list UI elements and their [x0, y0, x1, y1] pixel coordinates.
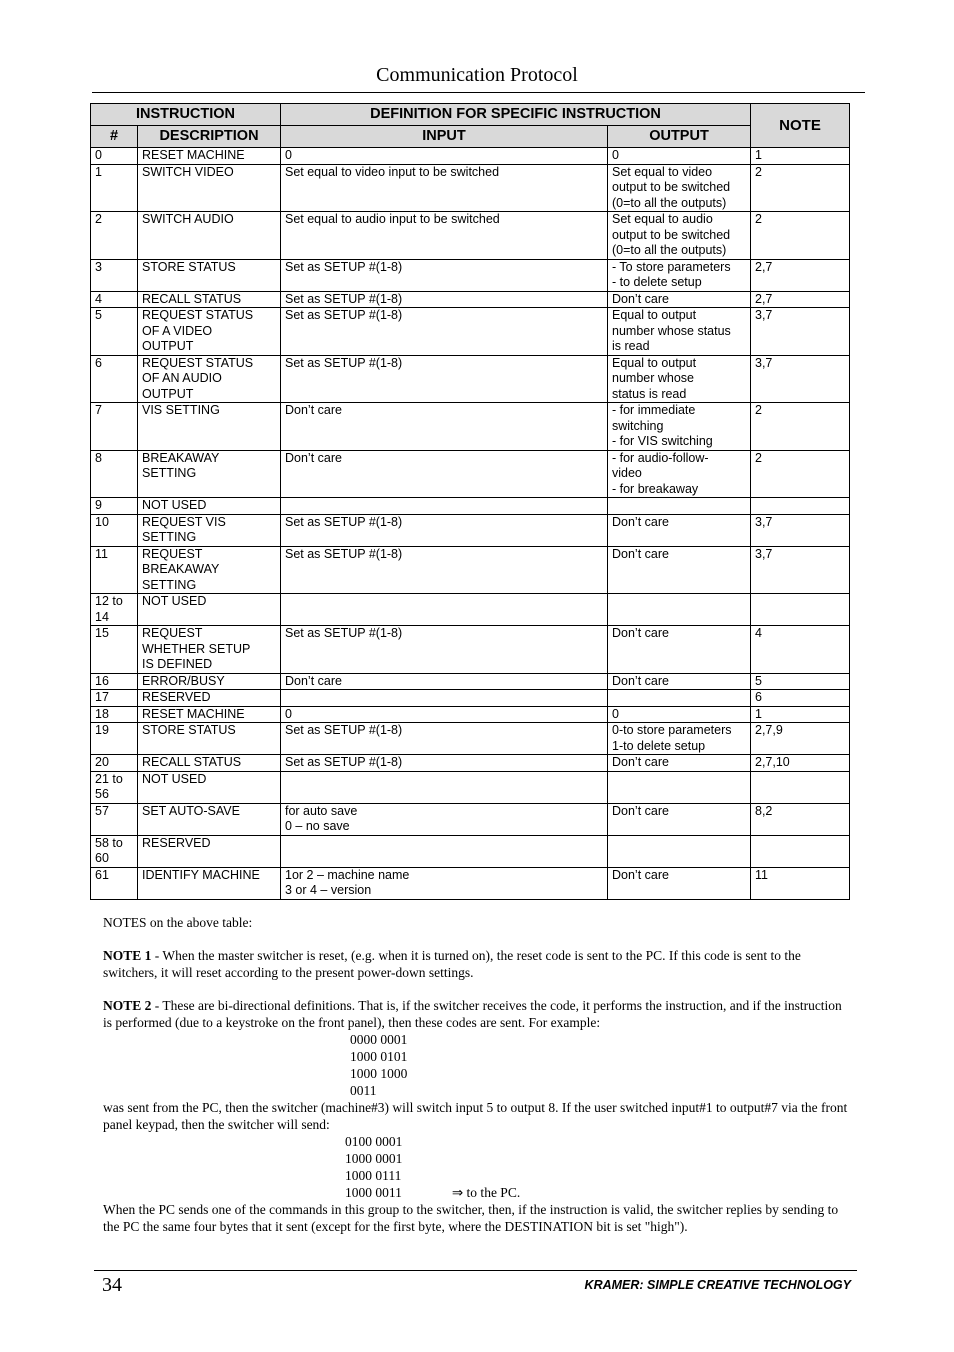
cell-output: Don’t care [608, 626, 751, 674]
cell-description: REQUEST BREAKAWAY SETTING [138, 546, 281, 594]
cell-output [608, 771, 751, 803]
note-1-label: NOTE 1 [103, 948, 152, 963]
cell-input [281, 498, 608, 515]
note-2-final-text: When the PC sends one of the commands in this group to the switcher, then, if the instruction is valid, the switcher replies by sending to the PC the same four bytes that it sent (except for the first byte, where the DESTINATION bit is set "high"). [103, 1202, 839, 1234]
cell-input [281, 690, 608, 707]
table-row [91, 867, 850, 899]
table-column-header-row [91, 126, 850, 148]
table-row [91, 308, 850, 356]
cell-note [751, 771, 850, 803]
cell-output: Don’t care [608, 803, 751, 835]
cell-num: 18 [91, 706, 138, 723]
cell-output: - To store parameters - to delete setup [608, 259, 751, 291]
cell-output: 0 [608, 148, 751, 165]
cell-description: IDENTIFY MACHINE [138, 867, 281, 899]
cell-output: Equal to output number whose status is read [608, 355, 751, 403]
cell-description: NOT USED [138, 594, 281, 626]
table-row [91, 291, 850, 308]
cell-description: REQUEST STATUS OF AN AUDIO OUTPUT [138, 355, 281, 403]
cell-note: 2 [751, 403, 850, 451]
table-row [91, 803, 850, 835]
code-line-with-arrow [345, 1184, 853, 1201]
cell-note: 11 [751, 867, 850, 899]
cell-description: BREAKAWAY SETTING [138, 450, 281, 498]
table-row [91, 771, 850, 803]
cell-note: 1 [751, 706, 850, 723]
note-2-text: - These are bi-directional definitions. That is, if the switcher receives the code, it performs the instruction, and if the instruction is performed (due to a keystroke on the front panel), then these codes are sent. For example: [103, 998, 842, 1030]
code-line: 1000 0001 [345, 1151, 403, 1166]
description-column-header: DESCRIPTION [138, 126, 281, 148]
cell-input: 1or 2 – machine name 3 or 4 – version [281, 867, 608, 899]
note-2-label: NOTE 2 [103, 998, 152, 1013]
cell-description: RESERVED [138, 835, 281, 867]
cell-description: RESET MACHINE [138, 148, 281, 165]
cell-input: Set equal to audio input to be switched [281, 212, 608, 260]
cell-output [608, 690, 751, 707]
cell-description: RESERVED [138, 690, 281, 707]
cell-input: Set as SETUP #(1-8) [281, 626, 608, 674]
cell-description: SWITCH VIDEO [138, 164, 281, 212]
table-row [91, 755, 850, 772]
instruction-group-header: INSTRUCTION [91, 104, 281, 126]
note-1-text: - When the master switcher is reset, (e.g. when it is turned on), the reset code is sent to the PC. If this code is sent to the switchers, it will reset according to the present power-down settings. [103, 948, 801, 980]
cell-input: 0 [281, 706, 608, 723]
page-header-title: Communication Protocol [376, 64, 578, 86]
table-body [91, 148, 850, 900]
cell-description: NOT USED [138, 498, 281, 515]
cell-num: 2 [91, 212, 138, 260]
cell-num: 7 [91, 403, 138, 451]
cell-num: 8 [91, 450, 138, 498]
instruction-table [90, 103, 850, 900]
cell-num: 16 [91, 673, 138, 690]
cell-num: 57 [91, 803, 138, 835]
definition-group-header: DEFINITION FOR SPECIFIC INSTRUCTION [281, 104, 751, 126]
cell-note: 2 [751, 450, 850, 498]
cell-note [751, 498, 850, 515]
cell-output: - for immediate switching - for VIS switching [608, 403, 751, 451]
cell-num: 4 [91, 291, 138, 308]
table-row [91, 148, 850, 165]
page-number: 34 [102, 1274, 122, 1296]
cell-description: REQUEST WHETHER SETUP IS DEFINED [138, 626, 281, 674]
cell-description: STORE STATUS [138, 259, 281, 291]
cell-num: 9 [91, 498, 138, 515]
cell-num: 58 to 60 [91, 835, 138, 867]
footer-brand: KRAMER: SIMPLE CREATIVE TECHNOLOGY [584, 1278, 851, 1292]
cell-description: REQUEST VIS SETTING [138, 514, 281, 546]
cell-num: 3 [91, 259, 138, 291]
code-line: 0000 0001 [350, 1032, 408, 1047]
cell-num: 12 to 14 [91, 594, 138, 626]
cell-num: 0 [91, 148, 138, 165]
table-row [91, 355, 850, 403]
table-row [91, 706, 850, 723]
cell-input: Don’t care [281, 403, 608, 451]
arrow-to-pc-text: ⇒ to the PC. [451, 1185, 521, 1200]
cell-input: Set equal to video input to be switched [281, 164, 608, 212]
footer-divider [94, 1270, 857, 1271]
cell-description: RECALL STATUS [138, 755, 281, 772]
cell-input: Set as SETUP #(1-8) [281, 291, 608, 308]
cell-input [281, 594, 608, 626]
table-row [91, 403, 850, 451]
cell-note: 5 [751, 673, 850, 690]
cell-output: - for audio-follow- video - for breakaway [608, 450, 751, 498]
cell-num: 21 to 56 [91, 771, 138, 803]
table-row [91, 594, 850, 626]
code-example-2 [103, 1133, 853, 1201]
cell-note: 1 [751, 148, 850, 165]
table-row [91, 626, 850, 674]
cell-note: 2,7 [751, 291, 850, 308]
cell-output: Don’t care [608, 673, 751, 690]
cell-num: 15 [91, 626, 138, 674]
table-row [91, 450, 850, 498]
cell-output: 0 [608, 706, 751, 723]
table-row [91, 212, 850, 260]
cell-input: Set as SETUP #(1-8) [281, 755, 608, 772]
cell-num: 6 [91, 355, 138, 403]
cell-input [281, 835, 608, 867]
cell-description: RESET MACHINE [138, 706, 281, 723]
cell-num: 5 [91, 308, 138, 356]
output-column-header: OUTPUT [608, 126, 751, 148]
table-row [91, 673, 850, 690]
cell-num: 61 [91, 867, 138, 899]
cell-note: 3,7 [751, 546, 850, 594]
cell-note: 2,7 [751, 259, 850, 291]
cell-input: Set as SETUP #(1-8) [281, 514, 608, 546]
cell-note [751, 594, 850, 626]
cell-description: SWITCH AUDIO [138, 212, 281, 260]
cell-input: Don’t care [281, 673, 608, 690]
table-group-header-row [91, 104, 850, 126]
cell-note: 3,7 [751, 355, 850, 403]
cell-output: Don’t care [608, 867, 751, 899]
cell-input [281, 771, 608, 803]
cell-input: Don’t care [281, 450, 608, 498]
input-column-header: INPUT [281, 126, 608, 148]
cell-note: 8,2 [751, 803, 850, 835]
cell-input: Set as SETUP #(1-8) [281, 308, 608, 356]
cell-note: 4 [751, 626, 850, 674]
notes-section [103, 914, 853, 1235]
cell-note: 2 [751, 212, 850, 260]
cell-note: 3,7 [751, 308, 850, 356]
cell-input: Set as SETUP #(1-8) [281, 355, 608, 403]
table-row [91, 164, 850, 212]
cell-num: 1 [91, 164, 138, 212]
cell-input: Set as SETUP #(1-8) [281, 723, 608, 755]
cell-output: 0-to store parameters 1-to delete setup [608, 723, 751, 755]
cell-output [608, 835, 751, 867]
cell-input: for auto save 0 – no save [281, 803, 608, 835]
cell-num: 19 [91, 723, 138, 755]
header-divider [92, 92, 865, 93]
cell-description: REQUEST STATUS OF A VIDEO OUTPUT [138, 308, 281, 356]
note-column-header: NOTE [751, 104, 850, 148]
cell-output: Set equal to video output to be switched (0=to all the outputs) [608, 164, 751, 212]
num-column-header: # [91, 126, 138, 148]
note-1 [103, 947, 853, 981]
table-row [91, 723, 850, 755]
cell-output: Don’t care [608, 291, 751, 308]
code-example-1 [103, 1031, 853, 1099]
table-row [91, 259, 850, 291]
cell-description: STORE STATUS [138, 723, 281, 755]
cell-input: Set as SETUP #(1-8) [281, 259, 608, 291]
cell-output: Equal to output number whose status is read [608, 308, 751, 356]
cell-note: 2 [751, 164, 850, 212]
cell-note: 2,7,10 [751, 755, 850, 772]
cell-description: ERROR/BUSY [138, 673, 281, 690]
cell-description: SET AUTO-SAVE [138, 803, 281, 835]
table-row [91, 835, 850, 867]
table-row [91, 546, 850, 594]
cell-output: Don’t care [608, 755, 751, 772]
cell-output [608, 498, 751, 515]
code-line: 0011 [350, 1083, 377, 1098]
table-row [91, 498, 850, 515]
code-line: 1000 0011 [345, 1185, 402, 1200]
cell-output [608, 594, 751, 626]
cell-num: 10 [91, 514, 138, 546]
cell-num: 17 [91, 690, 138, 707]
cell-note: 2,7,9 [751, 723, 850, 755]
cell-note [751, 835, 850, 867]
cell-description: NOT USED [138, 771, 281, 803]
cell-num: 20 [91, 755, 138, 772]
notes-intro: NOTES on the above table: [103, 915, 253, 930]
note-2-middle-text: was sent from the PC, then the switcher (machine#3) will switch input 5 to output 8. If the user switched input#1 to output#7 via the front panel keypad, then the switcher will send: [103, 1100, 848, 1132]
code-line: 1000 1000 [350, 1066, 408, 1081]
code-line: 1000 0111 [345, 1168, 402, 1183]
cell-note: 6 [751, 690, 850, 707]
table-row [91, 514, 850, 546]
cell-output: Don’t care [608, 546, 751, 594]
cell-description: VIS SETTING [138, 403, 281, 451]
code-line: 0100 0001 [345, 1134, 403, 1149]
cell-description: RECALL STATUS [138, 291, 281, 308]
table-row [91, 690, 850, 707]
cell-num: 11 [91, 546, 138, 594]
cell-output: Set equal to audio output to be switched (0=to all the outputs) [608, 212, 751, 260]
note-2 [103, 997, 853, 1031]
cell-input: Set as SETUP #(1-8) [281, 546, 608, 594]
cell-input: 0 [281, 148, 608, 165]
cell-output: Don’t care [608, 514, 751, 546]
code-line: 1000 0101 [350, 1049, 408, 1064]
cell-note: 3,7 [751, 514, 850, 546]
